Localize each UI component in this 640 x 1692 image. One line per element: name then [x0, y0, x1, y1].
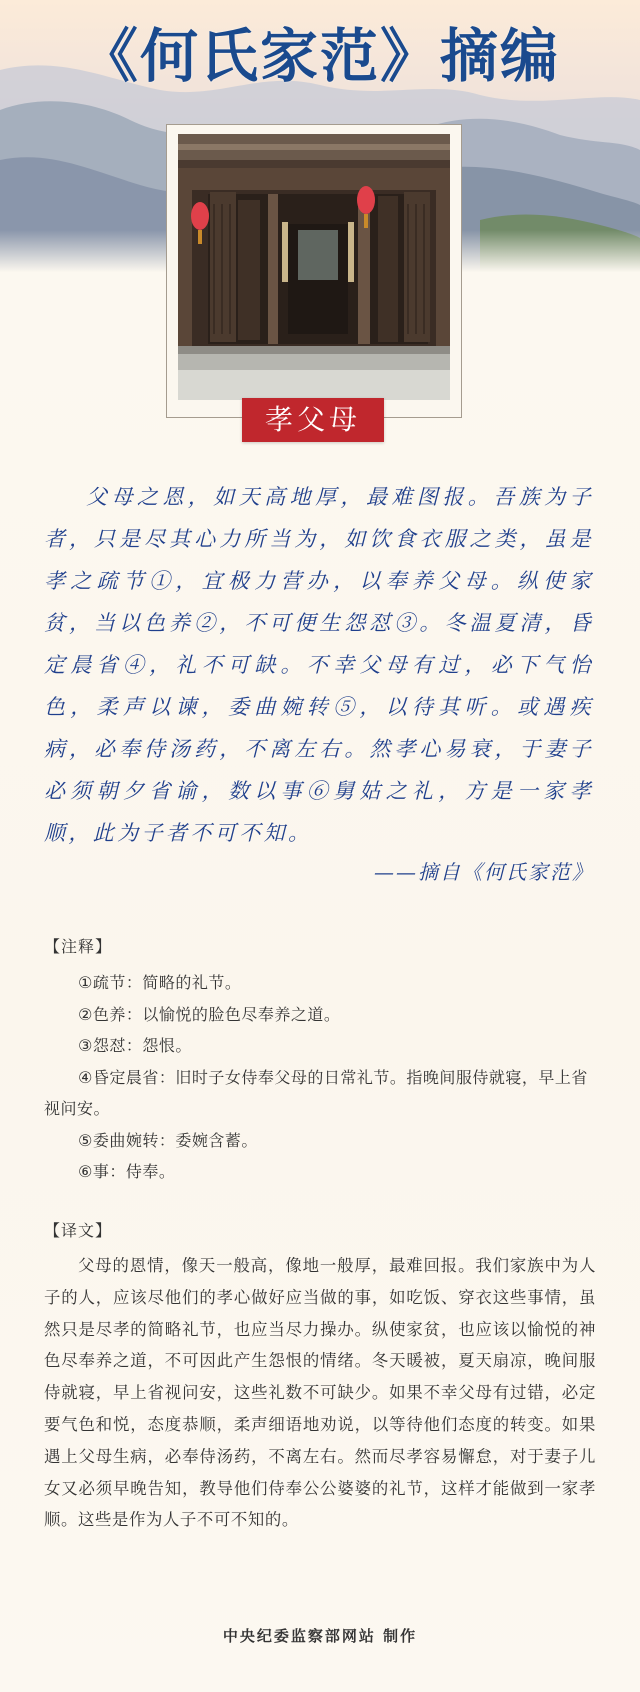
note-item: ⑤委曲婉转：委婉含蓄。	[78, 1130, 258, 1150]
classic-text: 父母之恩，如天高地厚，最难图报。吾族为子者，只是尽其心力所当为，如饮食衣服之类，虽是孝之疏节①，宜极力营办，以奉养父母。纵使家贫，当以色养②，不可便生怨怼③。冬温夏清，昏定晨省④，礼不可缺。不幸父母有过，必下气怡色，柔声以谏，委曲婉转⑤，以待其听。或遇疾病，必奉侍汤药，不离左右。然孝心易衰，于妻子必须朝夕省谕，数以事⑥舅姑之礼，方是一家孝顺，此为子者不可不知。	[44, 485, 594, 845]
notes-heading: 【注释】	[44, 937, 113, 956]
note-item: ③怨怼：怨恨。	[78, 1036, 192, 1055]
section-badge: 孝父母	[242, 398, 384, 442]
note-item: ⑥事：侍奉。	[78, 1162, 176, 1181]
page-title: 《何氏家范》摘编	[79, 22, 560, 90]
translation-text: 父母的恩情，像天一般高，像地一般厚，最难回报。我们家族中为人子的人，应该尽他们的孝心做好应当做的事，如吃饭、穿衣这些事情，虽然只是尽孝的简略礼节，也应当尽力操办。纵使家贫，也应该以愉悦的神色尽奉养之道，不可因此产生怨恨的情绪。冬天暖被，夏天扇凉，晚间服侍就寝，早上省视问安，这些礼数不可缺少。如果不幸父母有过错，必定要气色和悦，态度恭顺，柔声细语地劝说，以等待他们态度的转变。如果遇上父母生病，必奉侍汤药，不离左右。然而尽孝容易懈怠，对于妻子儿女又必须早晚告知，教导他们侍奉公公婆婆的礼节，这样才能做到一家孝顺。这些是作为人子不可不知的。	[44, 1256, 596, 1530]
footer-credit: 中央纪委监察部网站 制作	[222, 1627, 418, 1645]
source-citation: ——摘自《何氏家范》	[374, 860, 594, 884]
notes-list	[44, 967, 596, 1188]
note-item: ②色养：以愉悦的脸色尽奉养之道。	[78, 1004, 341, 1024]
note-item: ①疏节：简略的礼节。	[78, 973, 242, 992]
translation-heading: 【译文】	[44, 1221, 113, 1240]
note-item: ④昏定晨省：旧时子女侍奉父母的日常礼节。指晚间服侍就寝，早上省视问安。	[44, 1067, 588, 1118]
ancestral-hall-photo	[178, 134, 450, 400]
